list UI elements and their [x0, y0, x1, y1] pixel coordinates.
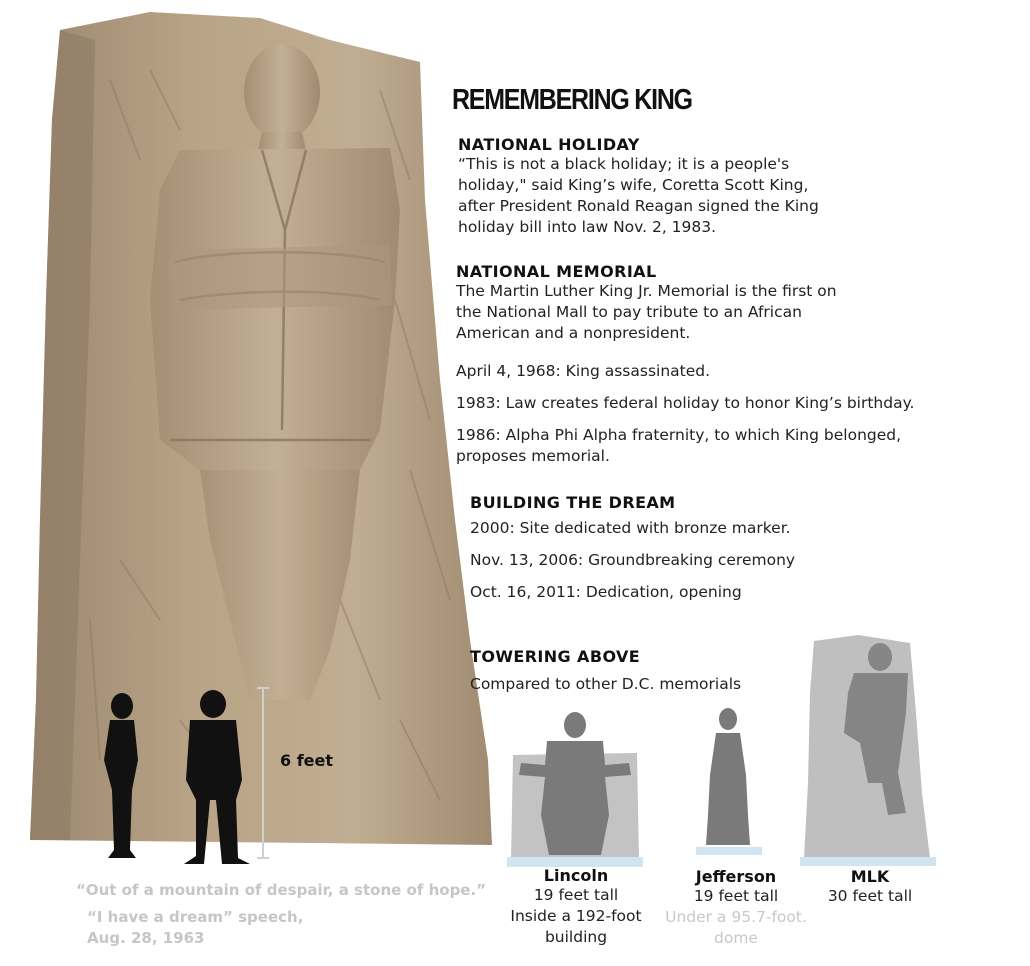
national-holiday-line: holiday bill into law Nov. 2, 1983. — [458, 218, 717, 236]
timeline-event: 1983: Law creates federal holiday to honor King’s birthday. — [456, 394, 915, 412]
national-memorial-section — [456, 262, 1026, 344]
timeline-event-line: 1986: Alpha Phi Alpha fraternity, to which King belonged, — [456, 426, 902, 444]
jefferson-memorial-illustration — [690, 705, 770, 865]
memorial-height: 19 feet tall — [693, 887, 779, 905]
timeline-event — [456, 425, 901, 467]
mlk-label — [810, 867, 930, 907]
memorial-note: Under a 95.7-foot. — [665, 908, 807, 926]
page-title: REMEMBERING KING — [452, 84, 692, 116]
mlk-memorial-illustration — [798, 633, 940, 868]
memorial-note: dome — [714, 929, 758, 947]
timeline-event-line: proposes memorial. — [456, 447, 610, 465]
memorial-name: MLK — [850, 867, 890, 886]
quote-source-line: “I have a dream” speech, — [87, 908, 304, 926]
national-memorial-line: The Martin Luther King Jr. Memorial is the first on — [456, 282, 837, 300]
national-holiday-line: “This is not a black holiday; it is a people's — [458, 155, 790, 173]
timeline-event: Nov. 13, 2006: Groundbreaking ceremony — [470, 551, 796, 569]
memorial-name: Jefferson — [695, 867, 777, 886]
memorial-note: building — [544, 928, 608, 946]
jefferson-label — [656, 867, 816, 949]
quote-text: “Out of a mountain of despair, a stone of hope.” — [76, 881, 487, 899]
national-holiday-line: holiday," said King’s wife, Coretta Scott King, — [458, 176, 809, 194]
national-memorial-line: American and a nonpresident. — [456, 324, 691, 342]
memorial-name: Lincoln — [543, 866, 609, 885]
national-holiday-line: after President Ronald Reagan signed the King — [458, 197, 819, 215]
towering-above-heading: TOWERING ABOVE — [470, 647, 641, 666]
timeline-event: 2000: Site dedicated with bronze marker. — [470, 519, 791, 537]
memorial-note: Inside a 192-foot — [510, 907, 642, 925]
memorial-height: 19 feet tall — [533, 886, 619, 904]
timeline-event: Oct. 16, 2011: Dedication, opening — [470, 583, 742, 601]
memorial-height: 30 feet tall — [827, 887, 913, 905]
national-holiday-heading: NATIONAL HOLIDAY — [458, 135, 640, 154]
lincoln-memorial-illustration — [505, 705, 645, 870]
towering-above-subheading: Compared to other D.C. memorials — [470, 675, 742, 693]
national-memorial-line: the National Mall to pay tribute to an African — [456, 303, 802, 321]
building-the-dream-heading: BUILDING THE DREAM — [470, 493, 676, 512]
quote-source-line: Aug. 28, 1963 — [87, 929, 205, 947]
mlk-statue-illustration — [0, 0, 500, 870]
quote-source — [87, 907, 303, 949]
scale-label: 6 feet — [280, 751, 334, 770]
lincoln-label — [500, 866, 652, 948]
national-memorial-heading: NATIONAL MEMORIAL — [456, 262, 657, 281]
timeline-event: April 4, 1968: King assassinated. — [456, 362, 711, 380]
national-holiday-section — [458, 135, 819, 238]
